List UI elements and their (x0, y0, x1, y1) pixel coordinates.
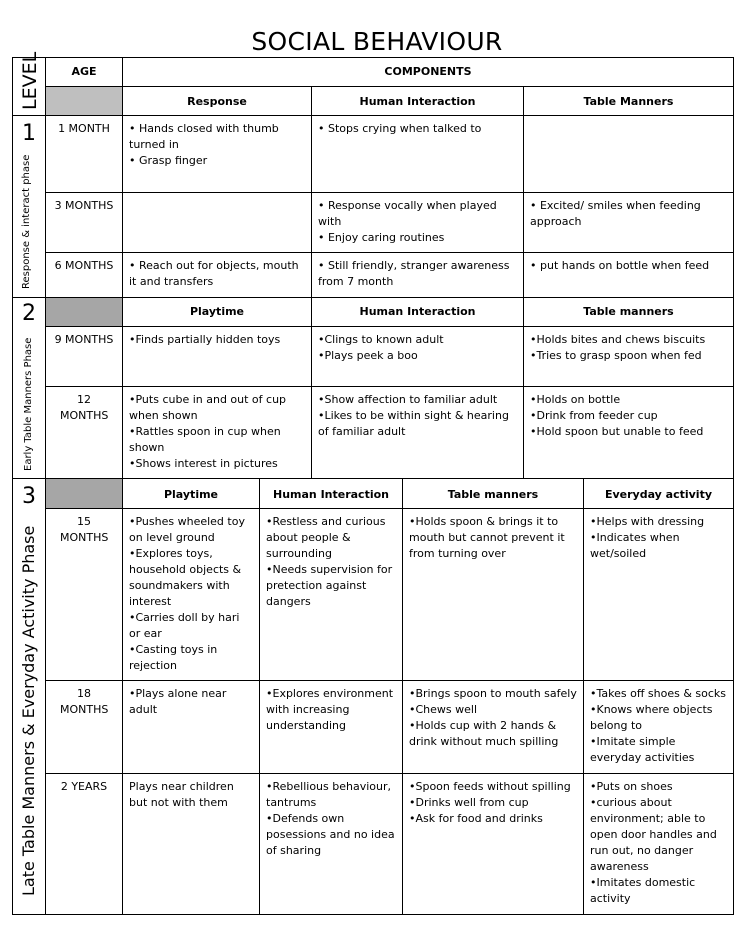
column-header: Table Manners (523, 86, 734, 116)
behaviour-item: •Show affection to familiar adult (318, 393, 498, 406)
behaviour-item: •Holds cup with 2 hands & drink without much spilling (409, 719, 559, 748)
behaviour-item: •Carries doll by hari or ear (129, 611, 240, 640)
level-number: 2 (22, 301, 36, 326)
behaviour-item: •Likes to be within sight & hearing of familiar adult (318, 409, 509, 438)
behaviour-cell (259, 773, 403, 915)
age-header-blank (45, 478, 123, 509)
behaviour-item: •Knows where objects belong to (590, 703, 713, 732)
behaviour-item: • Stops crying when talked to (318, 122, 482, 135)
behaviour-item: • Excited/ smiles when feeding approach (530, 199, 701, 228)
behaviour-cell (402, 680, 584, 774)
column-header: Human Interaction (311, 86, 524, 116)
age-header: AGE (45, 57, 123, 87)
behaviour-item: •Hold spoon but unable to feed (530, 425, 704, 438)
behaviour-cell (523, 252, 734, 298)
behaviour-item: •curious about environment; able to open door handles and run out, no danger awareness (590, 796, 717, 873)
behaviour-cell (122, 326, 312, 387)
behaviour-cell (122, 773, 260, 915)
behaviour-item: • Enjoy caring routines (318, 231, 445, 244)
column-header: Table manners (523, 297, 734, 327)
behaviour-item: •Restless and curious about people & surrounding (266, 515, 386, 560)
age-header-blank (45, 297, 123, 327)
behaviour-item: •Imitate simple everyday activities (590, 735, 695, 764)
column-header: Table manners (402, 478, 584, 509)
age-cell: 2 YEARS (45, 773, 123, 915)
behaviour-item: •Takes off shoes & socks (590, 687, 727, 700)
behaviour-cell (583, 508, 734, 681)
behaviour-item: • Grasp finger (129, 154, 208, 167)
behaviour-item: • put hands on bottle when feed (530, 259, 710, 272)
behaviour-item: •Holds on bottle (530, 393, 621, 406)
age-header-blank (45, 86, 123, 116)
column-header: Human Interaction (259, 478, 403, 509)
behaviour-cell (311, 326, 524, 387)
behaviour-item: •Imitates domestic activity (590, 876, 696, 905)
behaviour-item: •Drinks well from cup (409, 796, 529, 809)
behaviour-item: •Plays alone near adult (129, 687, 227, 716)
column-header: Playtime (122, 297, 312, 327)
behaviour-cell (122, 680, 260, 774)
behaviour-cell (122, 115, 312, 193)
age-cell: 6 MONTHS (45, 252, 123, 298)
behaviour-cell (402, 508, 584, 681)
behaviour-cell (402, 773, 584, 915)
behaviour-item: •Explores environment with increasing understanding (266, 687, 394, 732)
behaviour-item: •Casting toys in rejection (129, 643, 218, 672)
level-number: 1 (22, 121, 36, 146)
level-number: 3 (22, 484, 36, 509)
behaviour-item: •Plays peek a boo (318, 349, 418, 362)
behaviour-item: •Chews well (409, 703, 478, 716)
behaviour-cell (259, 680, 403, 774)
age-cell (45, 680, 123, 774)
behaviour-item: •Explores toys, household objects & soundmakers with interest (129, 547, 242, 608)
behaviour-item: •Spoon feeds without spilling (409, 780, 571, 793)
behaviour-cell (311, 192, 524, 253)
behaviour-cell (583, 680, 734, 774)
behaviour-cell (122, 386, 312, 479)
behaviour-item: •Holds bites and chews biscuits (530, 333, 706, 346)
behaviour-cell (523, 115, 734, 193)
page-title: SOCIAL BEHAVIOUR (251, 27, 503, 56)
behaviour-item: •Helps with dressing (590, 515, 705, 528)
behaviour-cell (523, 386, 734, 479)
behaviour-item: •Shows interest in pictures (129, 457, 278, 470)
behaviour-cell (122, 252, 312, 298)
age-label: 12 MONTHS (60, 393, 109, 422)
column-header: Playtime (122, 478, 260, 509)
behaviour-item: •Finds partially hidden toys (129, 333, 281, 346)
level-1-cell (12, 115, 46, 298)
age-label: 15 MONTHS (60, 515, 109, 544)
behaviour-item: •Ask for food and drinks (409, 812, 543, 825)
level-header: LEVEL (19, 51, 41, 110)
behaviour-item: • Reach out for objects, mouth it and transfers (129, 259, 299, 288)
behaviour-item: • Still friendly, stranger awareness from 7 month (318, 259, 510, 288)
behaviour-cell (311, 386, 524, 479)
behaviour-item: •Defends own posessions and no idea of sharing (266, 812, 395, 857)
behaviour-cell (583, 773, 734, 915)
behaviour-item: •Needs supervision for pretection against dangers (266, 563, 393, 608)
column-header: Response (122, 86, 312, 116)
phase-label: Response & interact phase (21, 154, 32, 289)
behaviour-item: • Response vocally when played with (318, 199, 497, 228)
behaviour-cell (259, 508, 403, 681)
behaviour-cell (122, 508, 260, 681)
components-header: COMPONENTS (122, 57, 734, 87)
behaviour-item: •Tries to grasp spoon when fed (530, 349, 702, 362)
behaviour-item: •Rattles spoon in cup when shown (129, 425, 281, 454)
column-header: Human Interaction (311, 297, 524, 327)
behaviour-item: •Clings to known adult (318, 333, 444, 346)
age-cell: 9 MONTHS (45, 326, 123, 387)
behaviour-item: •Puts cube in and out of cup when shown (129, 393, 287, 422)
phase-label: Early Table Manners Phase (23, 337, 34, 471)
level-3-cell (12, 478, 46, 915)
age-cell (45, 386, 123, 479)
phase-label: Late Table Manners & Everyday Activity Phase (19, 525, 38, 896)
behaviour-cell (122, 192, 312, 253)
behaviour-item: • Hands closed with thumb turned in (129, 122, 279, 151)
behaviour-cell (523, 192, 734, 253)
age-label: 18 MONTHS (60, 687, 109, 716)
behaviour-cell (523, 326, 734, 387)
age-cell: 3 MONTHS (45, 192, 123, 253)
column-header: Everyday activity (583, 478, 734, 509)
age-cell (45, 508, 123, 681)
level-2-cell (12, 297, 46, 479)
behaviour-item: •Brings spoon to mouth safely (409, 687, 577, 700)
behaviour-item: •Holds spoon & brings it to mouth but cannot prevent it from turning over (409, 515, 565, 560)
behaviour-cell (311, 115, 524, 193)
behaviour-item: •Rebellious behaviour, tantrums (266, 780, 392, 809)
age-cell: 1 MONTH (45, 115, 123, 193)
behaviour-item: •Indicates when wet/soiled (590, 531, 680, 560)
behaviour-item: •Drink from feeder cup (530, 409, 658, 422)
behaviour-item: Plays near children but not with them (129, 780, 234, 809)
behaviour-item: •Pushes wheeled toy on level ground (129, 515, 245, 544)
behaviour-cell (311, 252, 524, 298)
behaviour-item: •Puts on shoes (590, 780, 673, 793)
level-header-cell (12, 51, 46, 116)
